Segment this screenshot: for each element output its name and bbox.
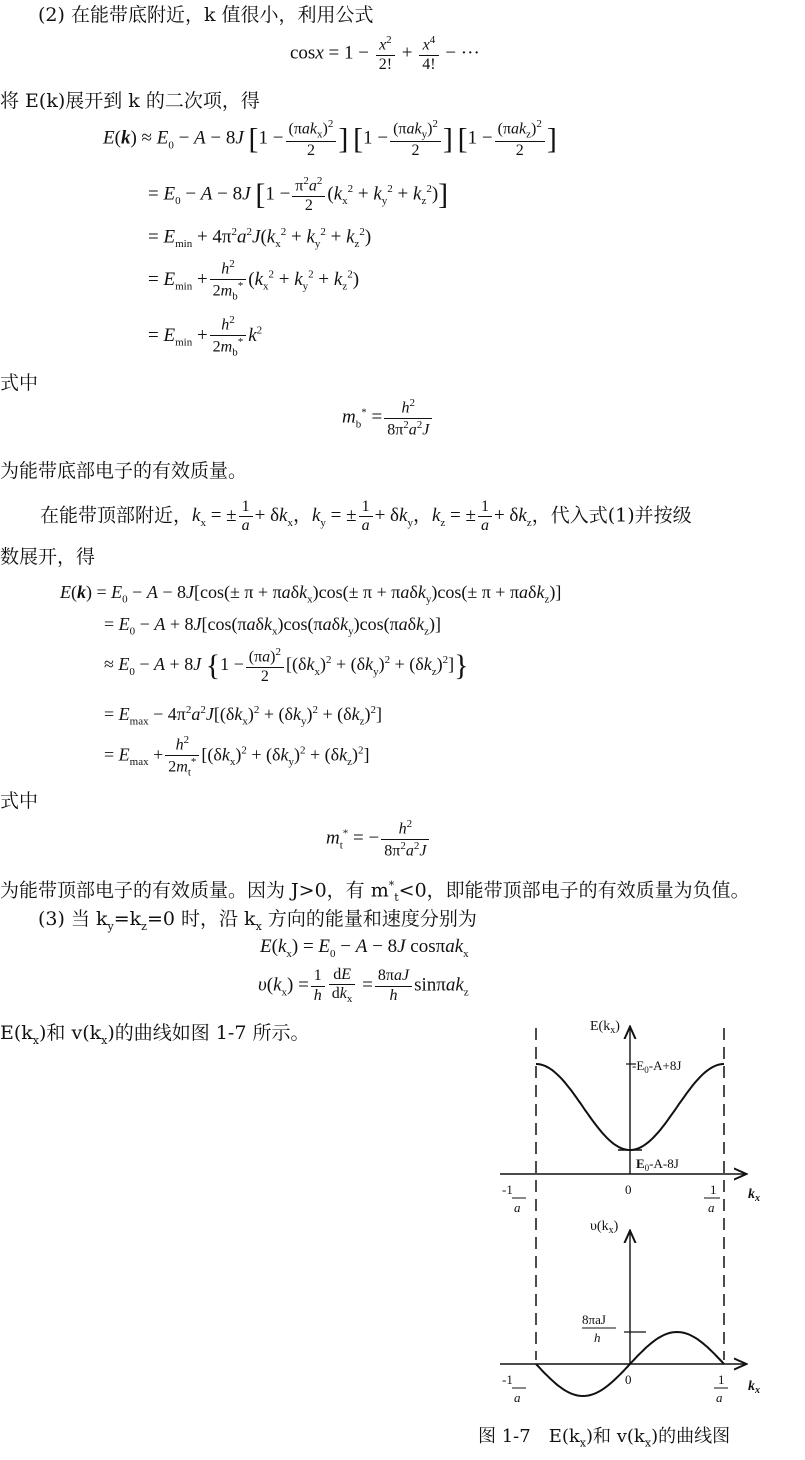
top-energy-line-3: ≈ $E_0 - A + 8J$ {1 − $\frac{(\pi a)^2}{2}$ $[(\delta k_x)^2 + (\delta k_y)^2 + (\delta k_z)^2]$} xyxy=(104,646,469,685)
top-band-intro: 在能带顶部附近，$k_x$ = ± $\frac{1}{a}$ + $\delta k_x$，$k_y$ = ± $\frac{1}{a}$ + $\delta k_y$，$k_z$ = ± $\frac{1}{a}$ + $\delta k_z$，代入式(1)并按级 xyxy=(40,498,692,535)
energy-approx-line-1: $E(k) \approx E_0 - A - 8J$ [1 − $\frac{(\pi ak_x)^2}{2}$ ] [1 − $\frac{(\pi ak_y)^2}{2}$ ] [1 − $\frac{(\pi ak_z)^2}{2}$ ] xyxy=(103,118,557,160)
cos-expansion-equation: cosx = 1 − $\frac{x^2}{2!}$ + $\frac{x^4}{4!}$ − ··· xyxy=(290,34,480,73)
where-label-2: 式中 xyxy=(0,790,39,812)
kx-tick-neg-num: -1 xyxy=(502,1182,513,1197)
top-band-intro-cont: 数展开，得 xyxy=(0,546,96,568)
kx-tick-neg-num-v: -1 xyxy=(502,1372,513,1387)
velocity-max-den: h xyxy=(594,1330,601,1345)
velocity-axis-label: $\upsilon(k_x)$ xyxy=(590,1219,619,1236)
expand-text: 将 E(k)展开到 k 的二次项，得 xyxy=(0,90,260,112)
bottom-effective-mass-equation: $m_b^*$ = $\frac{h^2}{8\pi^2a^2J}$ xyxy=(342,397,434,439)
kx-tick-pos-den-v: a xyxy=(716,1390,723,1405)
origin-label-velocity: 0 xyxy=(625,1372,632,1387)
kx-tick-neg-den: a xyxy=(514,1200,521,1215)
energy-approx-line-4: = $E_{min}$ + $\frac{h^2}{2m_b^*}$ $(k_x^2 + k_y^2 + k_z^2)$ xyxy=(148,258,360,303)
kx-tick-pos-num-v: 1 xyxy=(718,1372,725,1387)
velocity-kx-equation: $\upsilon(k_x)$ = $\frac{1}{h}$ $\frac{dE}{dk_x}$ = $\frac{\text{8πaJ}}{h}$ sinπak$_z$ xyxy=(258,966,469,1006)
energy-max-label: $-E_0-A+8J$ xyxy=(632,1058,682,1075)
bottom-mass-text: 为能带底部电子的有效质量。 xyxy=(0,460,248,482)
part2-intro: (2) 在能带底附近，k 值很小，利用公式 xyxy=(38,4,374,26)
kx-tick-pos-num: 1 xyxy=(710,1182,717,1197)
kx-tick-pos-den: a xyxy=(708,1200,715,1215)
top-energy-line-1: $E(k) = E_0 - A - 8J[\cos(\pm \pi + \pi a\delta k_x)\cos(\pm \pi + \pi a\delta k_y)\cos(\pm \pi + \pi a\delta k_z)]$ xyxy=(60,582,562,606)
energy-approx-line-3: = $E_{min} + 4\pi^2a^2J(k_x^2 + k_y^2 + k_z^2)$ xyxy=(148,226,372,251)
energy-axis-label: $E(k_x)$ xyxy=(590,1019,620,1036)
energy-approx-line-5: = $E_{min}$ + $\frac{h^2}{2m_b^*}$ $k^2$ xyxy=(148,314,263,359)
kx-axis-label-velocity: $k_x$ xyxy=(748,1379,760,1396)
kx-tick-neg-den-v: a xyxy=(514,1390,521,1405)
energy-kx-equation: $E(k_x) = E_0 - A - 8J$ cosπak$_x$ xyxy=(260,936,469,960)
top-effective-mass-equation: $m_t^*$ = − $\frac{h^2}{8\pi^2a^2J}$ xyxy=(326,818,431,860)
top-mass-text: 为能带顶部电子的有效质量。因为 J>0，有 $m^*_t<0$，即能带顶部电子的有效质量为负值。 xyxy=(0,879,750,905)
energy-approx-line-2: = $E_0 - A - 8J$ [1 − $\frac{\pi^2a^2}{2}$ $(k_x^2 + k_y^2 + k_z^2)$] xyxy=(148,175,449,214)
figure-1-7 xyxy=(490,1010,790,1410)
curve-text: $E(k_x)$和 $v(k_x)$的曲线如图 1-7 所示。 xyxy=(0,1022,310,1047)
top-energy-line-2: = $E_0 - A + 8J[\cos(\pi a\delta k_x)\cos(\pi a\delta k_y)\cos(\pi a\delta k_z)]$ xyxy=(104,614,442,638)
top-energy-line-4: = $E_{max} - 4\pi^2a^2J[(\delta k_x)^2 + (\delta k_y)^2 + (\delta k_z)^2]$ xyxy=(104,704,383,728)
part3-intro: (3) 当 $k_y=k_z=0$ 时，沿 $k_x$ 方向的能量和速度分别为 xyxy=(38,908,477,933)
top-energy-line-5: = $E_{max}$ + $\frac{h^2}{2m_t^*}$ $[(\delta k_x)^2 + (\delta k_y)^2 + (\delta k_z)^2]$ xyxy=(104,734,370,779)
origin-label-energy: 0 xyxy=(625,1182,632,1197)
energy-min-label: $E_0-A-8J$ xyxy=(636,1156,679,1173)
velocity-max-num: 8πaJ xyxy=(582,1312,606,1327)
figure-caption: 图 1-7 $E(k_x)$和 $v(k_x)$的曲线图 xyxy=(478,1426,731,1450)
where-label-1: 式中 xyxy=(0,372,39,394)
kx-axis-label-energy: $k_x$ xyxy=(748,1187,760,1204)
